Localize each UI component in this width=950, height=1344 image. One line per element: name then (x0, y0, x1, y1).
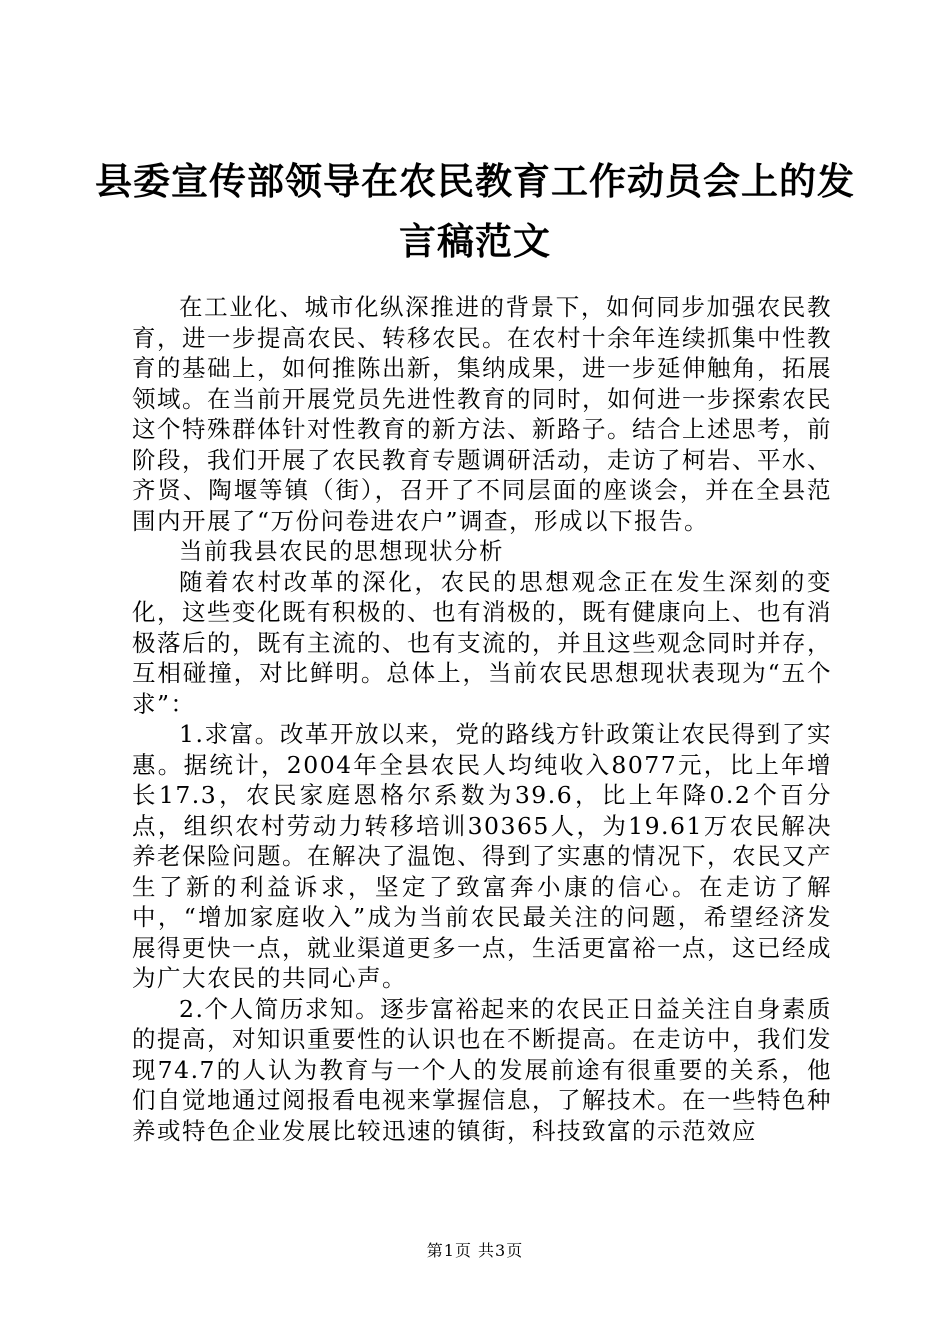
paragraph-item-1: 1.求富。改革开放以来，党的路线方针政策让农民得到了实惠。据统计，2004年全县农民人均纯收入8077元，比上年增长17.3，农民家庭恩格尔系数为39.6，比上年降0.2个百分点，组织农村劳动力转移培训30365人，为19.61万农民解决养老保险问题。在解决了温饱、得到了实惠的情况下，农民又产生了新的利益诉求，坚定了致富奔小康的信心。在走访了解中，“增加家庭收入”成为当前农民最关注的问题，希望经济发展得更快一点，就业渠道更多一点，生活更富裕一点，这已经成为广大农民的共同心声。 (132, 720, 832, 992)
section-heading: 当前我县农民的思想现状分析 (179, 537, 504, 565)
document-title-line-1: 县委宣传部领导在农民教育工作动员会上的发 (95, 160, 855, 203)
paragraph-item-2: 2.个人简历求知。逐步富裕起来的农民正日益关注自身素质的提高，对知识重要性的认识也在不断提高。在走访中，我们发现74.7的人认为教育与一个人的发展前途有很重要的关系，他们自觉地通过阅报看电视来掌握信息，了解技术。在一些特色种养或特色企业发展比较迅速的镇街，科技致富的示范效应 (132, 994, 832, 1145)
page-footer: 第1页 共3页 (426, 1241, 524, 1260)
paragraph-overview: 随着农村改革的深化，农民的思想观念正在发生深刻的变化，这些变化既有积极的、也有消极的，既有健康向上、也有消极落后的，既有主流的、也有支流的，并且这些观念同时并存，互相碰撞，对比鲜明。总体上，当前农民思想现状表现为“五个求”： (132, 567, 832, 718)
paragraph-intro: 在工业化、城市化纵深推进的背景下，如何同步加强农民教育，进一步提高农民、转移农民。在农村十余年连续抓集中性教育的基础上，如何推陈出新，集纳成果，进一步延伸触角，拓展领域。在当前开展党员先进性教育的同时，如何进一步探索农民这个特殊群体针对性教育的新方法、新路子。结合上述思考，前阶段，我们开展了农民教育专题调研活动，走访了柯岩、平水、齐贤、陶堰等镇（街），召开了不同层面的座谈会，并在全县范围内开展了“万份问卷进农户”调查，形成以下报告。 (132, 293, 832, 535)
document-body (132, 292, 832, 1146)
document-title-line-2: 言稿范文 (399, 220, 551, 263)
